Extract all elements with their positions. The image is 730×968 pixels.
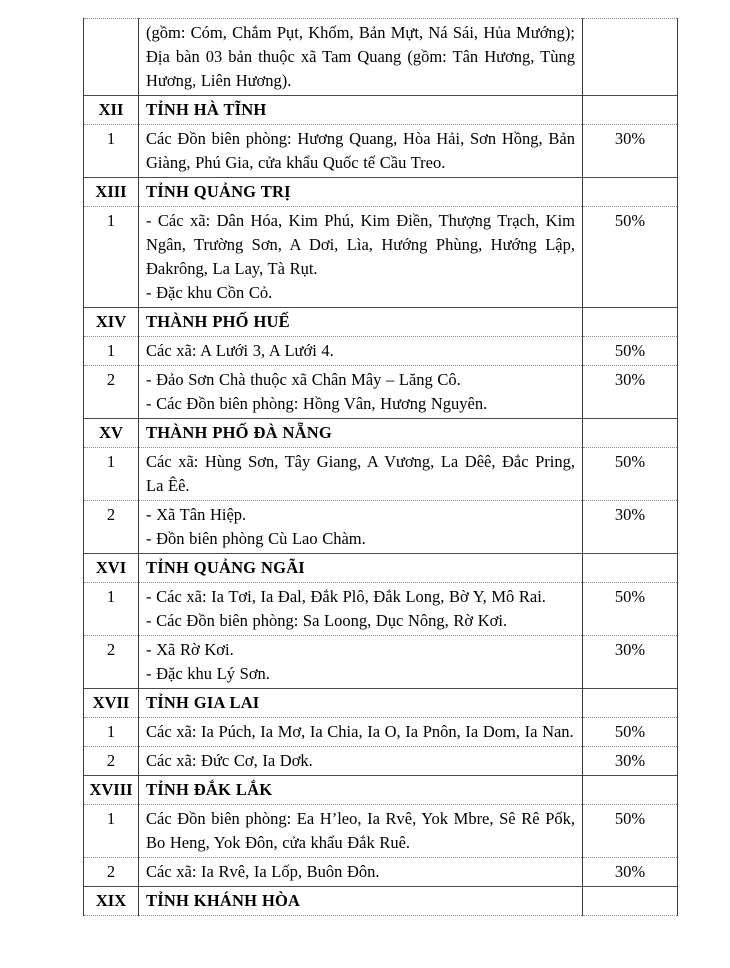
rate-cell bbox=[583, 96, 678, 125]
description-paragraph: - Đảo Sơn Chà thuộc xã Chân Mây – Lăng Cô. bbox=[146, 370, 461, 389]
rate-cell: 30% bbox=[583, 858, 678, 887]
rate-cell: 30% bbox=[583, 636, 678, 689]
description-paragraph: - Các xã: Dân Hóa, Kim Phú, Kim Điền, Thượng Trạch, Kim Ngân, Trường Sơn, A Dơi, Lìa, Hướng Phùng, Hướng Lập, Đakrông, La Lay, Tà Rụt. bbox=[146, 211, 575, 278]
row-description-cell bbox=[139, 308, 583, 337]
description-paragraph: - Các Đồn biên phòng: Sa Loong, Dục Nông, Rờ Kơi. bbox=[146, 611, 508, 630]
province-header-row bbox=[84, 689, 678, 718]
table-row bbox=[84, 858, 678, 887]
description-paragraph: TỈNH ĐẮK LẮK bbox=[146, 780, 273, 799]
description-paragraph: (gồm: Cóm, Chắm Pụt, Khốm, Bản Mựt, Ná Sái, Hủa Mướng); Địa bàn 03 bản thuộc xã Tam Quang (gồm: Tân Hương, Tùng Hương, Liên Hương). bbox=[146, 23, 575, 90]
rate-cell: 50% bbox=[583, 805, 678, 858]
description-paragraph: TỈNH GIA LAI bbox=[146, 693, 260, 712]
row-description-cell bbox=[139, 448, 583, 501]
row-description-cell bbox=[139, 583, 583, 636]
table-row bbox=[84, 125, 678, 178]
rate-cell bbox=[583, 776, 678, 805]
rate-cell bbox=[583, 19, 678, 96]
row-index-cell: 1 bbox=[84, 583, 139, 636]
table-row bbox=[84, 636, 678, 689]
rate-cell bbox=[583, 689, 678, 718]
row-description-cell bbox=[139, 747, 583, 776]
description-paragraph: Các xã: Hùng Sơn, Tây Giang, A Vương, La Dêê, Đắc Pring, La Êê. bbox=[146, 452, 575, 495]
province-header-row bbox=[84, 419, 678, 448]
table-row bbox=[84, 718, 678, 747]
table-row bbox=[84, 19, 678, 96]
description-paragraph: TỈNH KHÁNH HÒA bbox=[146, 891, 301, 910]
row-index-cell: XII bbox=[84, 96, 139, 125]
rate-cell: 30% bbox=[583, 747, 678, 776]
row-index-cell: 1 bbox=[84, 805, 139, 858]
row-description-cell bbox=[139, 337, 583, 366]
rate-cell: 50% bbox=[583, 207, 678, 308]
description-paragraph: TỈNH QUẢNG NGÃI bbox=[146, 558, 305, 577]
row-description-cell bbox=[139, 805, 583, 858]
row-index-cell: XVIII bbox=[84, 776, 139, 805]
row-index-cell: 1 bbox=[84, 337, 139, 366]
description-paragraph: - Đồn biên phòng Cù Lao Chàm. bbox=[146, 529, 366, 548]
row-description-cell bbox=[139, 554, 583, 583]
row-index-cell: XV bbox=[84, 419, 139, 448]
rate-cell: 50% bbox=[583, 718, 678, 747]
row-description-cell bbox=[139, 419, 583, 448]
row-index-cell: XVII bbox=[84, 689, 139, 718]
row-index-cell: 2 bbox=[84, 858, 139, 887]
description-paragraph: Các xã: Ia Púch, Ia Mơ, Ia Chia, Ia O, Ia Pnôn, Ia Dom, Ia Nan. bbox=[146, 722, 574, 741]
description-paragraph: THÀNH PHỐ ĐÀ NẴNG bbox=[146, 423, 332, 442]
row-description-cell bbox=[139, 501, 583, 554]
row-index-cell: 1 bbox=[84, 125, 139, 178]
description-paragraph: - Xã Tân Hiệp. bbox=[146, 505, 247, 524]
description-paragraph: Các xã: Ia Rvê, Ia Lốp, Buôn Đôn. bbox=[146, 862, 380, 881]
row-index-cell: 1 bbox=[84, 718, 139, 747]
row-description-cell bbox=[139, 858, 583, 887]
row-description-cell bbox=[139, 96, 583, 125]
description-paragraph: - Các xã: Ia Tơi, Ia Đal, Đắk Plô, Đắk Long, Bờ Y, Mô Rai. bbox=[146, 587, 546, 606]
table-row bbox=[84, 207, 678, 308]
row-description-cell bbox=[139, 776, 583, 805]
row-description-cell bbox=[139, 718, 583, 747]
row-index-cell: 1 bbox=[84, 448, 139, 501]
rate-cell bbox=[583, 887, 678, 916]
description-paragraph: - Đặc khu Lý Sơn. bbox=[146, 664, 270, 683]
description-paragraph: Các xã: Đức Cơ, Ia Dơk. bbox=[146, 751, 313, 770]
rate-cell bbox=[583, 554, 678, 583]
province-header-row bbox=[84, 554, 678, 583]
description-paragraph: Các xã: A Lưới 3, A Lưới 4. bbox=[146, 341, 334, 360]
row-index-cell: XVI bbox=[84, 554, 139, 583]
rate-cell: 30% bbox=[583, 366, 678, 419]
rate-cell: 30% bbox=[583, 125, 678, 178]
row-index-cell bbox=[84, 19, 139, 96]
table-row bbox=[84, 805, 678, 858]
description-paragraph: - Xã Rờ Kơi. bbox=[146, 640, 234, 659]
description-paragraph: TỈNH QUẢNG TRỊ bbox=[146, 182, 291, 201]
province-header-row bbox=[84, 776, 678, 805]
row-description-cell bbox=[139, 125, 583, 178]
table-body bbox=[84, 19, 678, 916]
row-index-cell: XIV bbox=[84, 308, 139, 337]
province-header-row bbox=[84, 96, 678, 125]
description-paragraph: TỈNH HÀ TĨNH bbox=[146, 100, 267, 119]
row-index-cell: 1 bbox=[84, 207, 139, 308]
row-description-cell bbox=[139, 19, 583, 96]
table-row bbox=[84, 501, 678, 554]
rate-cell: 50% bbox=[583, 583, 678, 636]
table-row bbox=[84, 583, 678, 636]
rate-cell bbox=[583, 419, 678, 448]
description-paragraph: - Đặc khu Cồn Cỏ. bbox=[146, 283, 273, 302]
row-description-cell bbox=[139, 178, 583, 207]
row-description-cell bbox=[139, 636, 583, 689]
description-paragraph: - Các Đồn biên phòng: Hồng Vân, Hương Nguyên. bbox=[146, 394, 488, 413]
table-row bbox=[84, 747, 678, 776]
row-index-cell: XIII bbox=[84, 178, 139, 207]
row-index-cell: 2 bbox=[84, 747, 139, 776]
row-description-cell bbox=[139, 366, 583, 419]
table-row bbox=[84, 448, 678, 501]
table-row bbox=[84, 337, 678, 366]
row-index-cell: 2 bbox=[84, 501, 139, 554]
border-area-rates-table bbox=[83, 18, 678, 916]
rate-cell: 50% bbox=[583, 448, 678, 501]
province-header-row bbox=[84, 178, 678, 207]
row-description-cell bbox=[139, 207, 583, 308]
rate-cell: 30% bbox=[583, 501, 678, 554]
description-paragraph: Các Đồn biên phòng: Hương Quang, Hòa Hải, Sơn Hồng, Bản Giàng, Phú Gia, cửa khẩu Quốc tế Cầu Treo. bbox=[146, 129, 575, 172]
province-header-row bbox=[84, 887, 678, 916]
description-paragraph: THÀNH PHỐ HUẾ bbox=[146, 312, 290, 331]
row-index-cell: XIX bbox=[84, 887, 139, 916]
rate-cell bbox=[583, 308, 678, 337]
rate-cell: 50% bbox=[583, 337, 678, 366]
row-index-cell: 2 bbox=[84, 636, 139, 689]
description-paragraph: Các Đồn biên phòng: Ea H’leo, Ia Rvê, Yok Mbre, Sê Rê Pốk, Bo Heng, Yok Đôn, cửa khẩu Đắk Ruê. bbox=[146, 809, 575, 852]
row-description-cell bbox=[139, 689, 583, 718]
row-description-cell bbox=[139, 887, 583, 916]
province-header-row bbox=[84, 308, 678, 337]
rate-cell bbox=[583, 178, 678, 207]
row-index-cell: 2 bbox=[84, 366, 139, 419]
table-row bbox=[84, 366, 678, 419]
